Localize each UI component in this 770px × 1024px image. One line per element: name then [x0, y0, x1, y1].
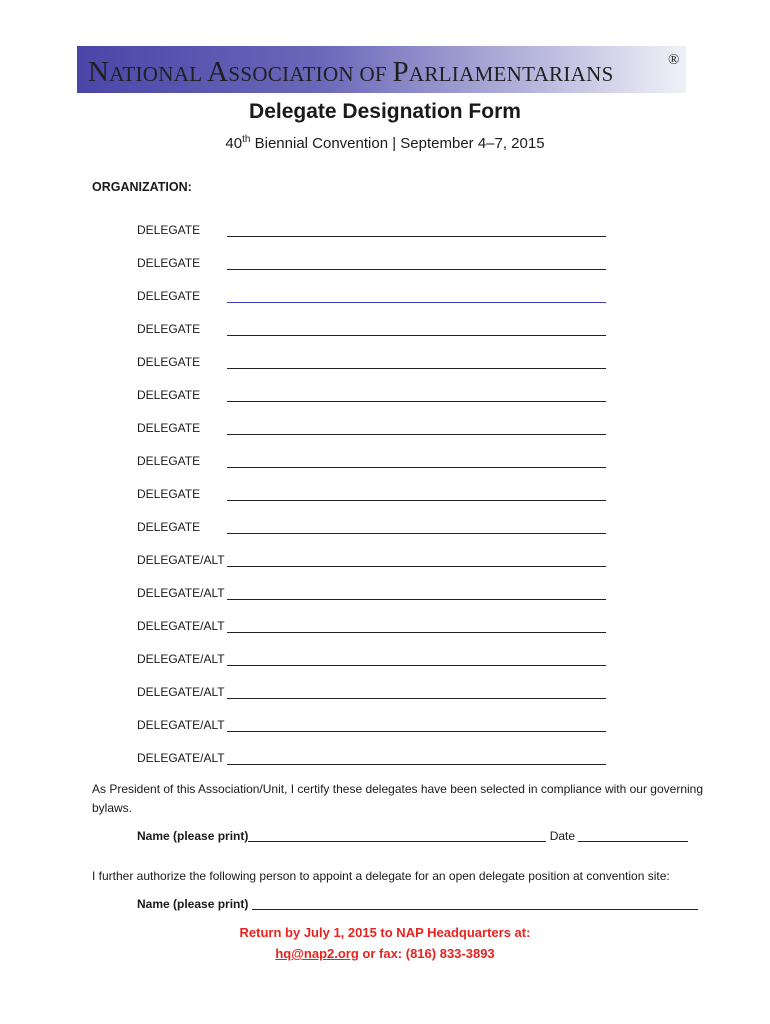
- delegate-row: [137, 354, 607, 372]
- delegate-name-line[interactable]: [227, 236, 606, 237]
- delegate-label: DELEGATE/ALT: [137, 718, 225, 732]
- email-link[interactable]: hq@nap2.org: [275, 946, 359, 961]
- logo-initial: A: [207, 56, 229, 88]
- delegate-name-line[interactable]: [227, 533, 606, 534]
- date-label: Date: [549, 829, 576, 843]
- president-signature-row: [137, 828, 688, 846]
- delegate-name-line[interactable]: [227, 632, 606, 633]
- convention-subtitle: [0, 134, 770, 152]
- date-line[interactable]: [578, 829, 688, 842]
- delegate-name-line[interactable]: [227, 335, 606, 336]
- delegate-label: DELEGATE: [137, 454, 201, 468]
- delegate-alt-row: [137, 717, 607, 735]
- delegate-row: [137, 255, 607, 273]
- convention-details: Biennial Convention | September 4–7, 2015: [250, 135, 545, 152]
- delegate-name-line[interactable]: [227, 566, 606, 567]
- delegate-name-line[interactable]: [227, 302, 606, 303]
- delegate-label: DELEGATE/ALT: [137, 751, 225, 765]
- fax-text: or fax: (816) 833-3893: [358, 946, 495, 961]
- delegate-row: [137, 519, 607, 537]
- delegate-alt-row: [137, 684, 607, 702]
- delegate-label: DELEGATE: [137, 256, 201, 270]
- delegate-alt-row: [137, 750, 607, 768]
- delegate-row: [137, 222, 607, 240]
- certification-statement: As President of this Association/Unit, I certify these delegates have been selected in compliance with our governing bylaws.: [92, 782, 704, 815]
- logo-word: ATIONAL: [109, 62, 202, 86]
- delegate-name-line[interactable]: [227, 467, 606, 468]
- delegate-label: DELEGATE: [137, 421, 201, 435]
- logo-word: ARLIAMENTARIANS: [408, 62, 614, 86]
- delegate-row: [137, 486, 607, 504]
- authorized-person-row: [137, 896, 698, 914]
- delegate-label: DELEGATE: [137, 289, 201, 303]
- delegate-alt-row: [137, 552, 607, 570]
- registered-mark: ®: [668, 52, 680, 68]
- delegate-label: DELEGATE: [137, 322, 201, 336]
- authorized-name-line[interactable]: [252, 897, 698, 910]
- delegate-row: [137, 420, 607, 438]
- delegate-label: DELEGATE: [137, 388, 201, 402]
- name-label: Name (please print): [137, 897, 249, 911]
- delegate-row: [137, 321, 607, 339]
- return-instructions: Return by July 1, 2015 to NAP Headquarters at:: [239, 925, 531, 940]
- logo-initial: P: [392, 56, 409, 88]
- ordinal-suffix: th: [242, 134, 251, 145]
- organization-label: ORGANIZATION:: [92, 180, 192, 194]
- name-label: Name (please print): [137, 829, 249, 843]
- convention-number: 40: [225, 135, 243, 152]
- delegate-label: DELEGATE/ALT: [137, 586, 225, 600]
- delegate-label: DELEGATE/ALT: [137, 553, 225, 567]
- organization-logo-text: [88, 54, 614, 90]
- delegate-name-line[interactable]: [227, 500, 606, 501]
- delegate-alt-row: [137, 651, 607, 669]
- logo-initial: N: [88, 56, 110, 88]
- delegate-row: [137, 387, 607, 405]
- delegate-alt-row: [137, 618, 607, 636]
- delegate-label: DELEGATE: [137, 355, 201, 369]
- contact-info: [0, 946, 770, 961]
- delegate-name-line[interactable]: [227, 764, 606, 765]
- delegate-label: DELEGATE/ALT: [137, 652, 225, 666]
- delegate-name-line[interactable]: [227, 269, 606, 270]
- logo-word: SSOCIATION: [228, 62, 354, 86]
- president-name-line[interactable]: [248, 829, 546, 842]
- delegate-row: [137, 453, 607, 471]
- delegate-row: [137, 288, 607, 306]
- authorization-statement: I further authorize the following person to appoint a delegate for an open delegate position at convention site:: [92, 869, 670, 883]
- delegate-name-line[interactable]: [227, 665, 606, 666]
- logo-word: OF: [359, 62, 387, 86]
- delegate-label: DELEGATE/ALT: [137, 619, 225, 633]
- delegate-name-line[interactable]: [227, 599, 606, 600]
- delegate-name-line[interactable]: [227, 731, 606, 732]
- form-title: Delegate Designation Form: [249, 100, 521, 123]
- delegate-alt-row: [137, 585, 607, 603]
- delegate-label: DELEGATE: [137, 223, 201, 237]
- delegate-name-line[interactable]: [227, 401, 606, 402]
- delegate-name-line[interactable]: [227, 698, 606, 699]
- delegate-name-line[interactable]: [227, 368, 606, 369]
- delegate-name-line[interactable]: [227, 434, 606, 435]
- delegate-label: DELEGATE: [137, 520, 201, 534]
- delegate-label: DELEGATE: [137, 487, 201, 501]
- delegate-label: DELEGATE/ALT: [137, 685, 225, 699]
